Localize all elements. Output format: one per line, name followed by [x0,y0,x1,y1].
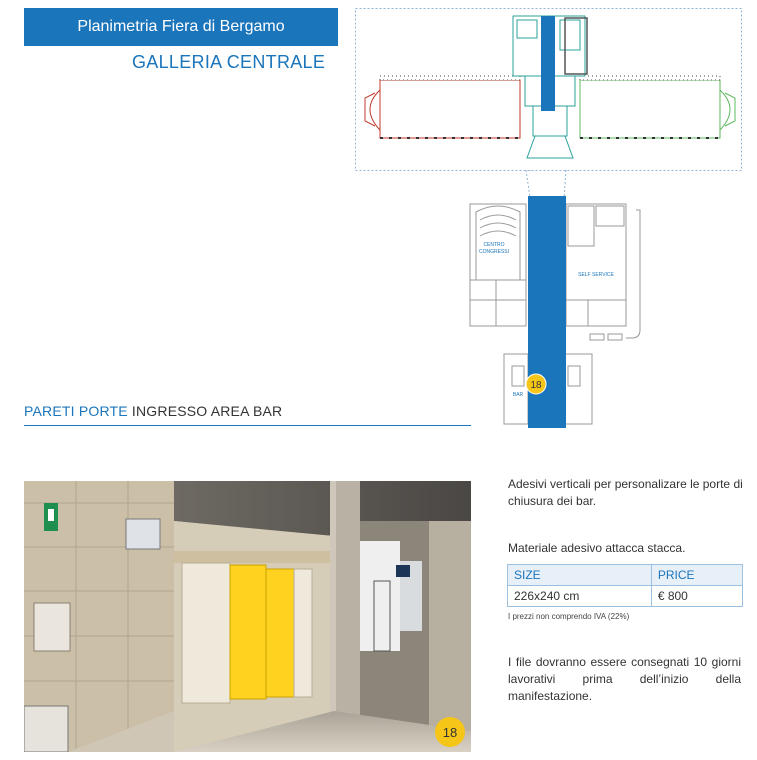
section-divider [24,425,471,426]
table-row [508,586,743,607]
yellow-door-right [266,569,294,697]
price-table-cell-price: € 800 [651,586,742,607]
detail-floor-plan [468,170,658,428]
page-subtitle: GALLERIA CENTRALE [132,52,326,72]
section-heading-blue: PARETI PORTE [24,403,128,419]
price-table-header-price: PRICE [651,565,742,586]
room-label-congressi: CENTRO CONGRESSI [478,242,510,255]
room-label-bar: BAR [512,392,524,398]
gallery-highlight-small [541,16,555,111]
price-table-header-size: SIZE [508,565,652,586]
location-marker-label: 18 [530,380,542,391]
description-text-2: Materiale adesivo attacca stacca. [508,541,686,555]
header-title-bar [24,8,338,46]
description-text-3: I file dovranno essere consegnati 10 giorni lavorativi prima dell’inizio della manifestazione. [508,655,741,703]
vat-note: I prezzi non comprendo IVA (22%) [508,612,630,621]
room-label-selfservice: SELF SERVICE [578,272,614,278]
bar-entrance-photo [24,481,471,752]
photo-marker-label: 18 [442,725,458,740]
section-heading [24,403,282,419]
price-table [507,564,743,607]
congress-block [470,204,526,326]
right-hall [580,80,735,138]
price-table-header-row [508,565,743,586]
description-text-1: Adesivi verticali per personalizare le porte di chiusura dei bar. [508,477,743,508]
overview-floor-plan [355,8,742,171]
page-title: Planimetria Fiera di Bergamo [77,18,285,35]
section-heading-dark: INGRESSO AREA BAR [131,403,283,419]
price-table-cell-size: 226x240 cm [508,586,652,607]
left-hall [365,80,520,138]
yellow-door-left [230,565,266,699]
